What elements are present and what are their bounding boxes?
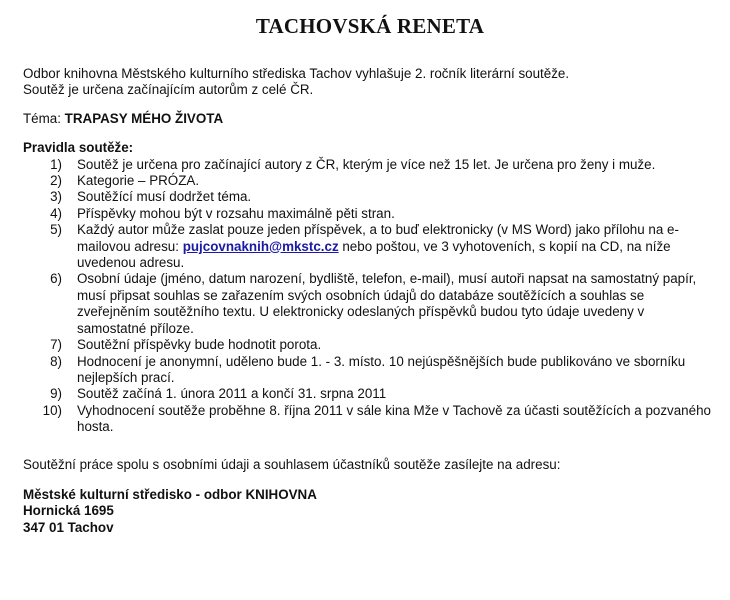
intro-line-2: Soutěž je určena začínajícím autorům z celé ČR. (23, 82, 314, 98)
rule-item (23, 222, 713, 271)
rule-number: 4) (50, 205, 62, 221)
rule-item (23, 337, 713, 353)
theme-value: TRAPASY MÉHO ŽIVOTA (64, 110, 224, 126)
rule-number: 5) (50, 222, 62, 238)
rule-text: Hodnocení je anonymní, uděleno bude 1. - 3. místo. 10 nejúspěšnějších bude publikováno ve sborníku nejlepších prací. (77, 353, 686, 385)
rule-text-before-email: Každý autor může zaslat pouze jeden příspěvek, a to buď elektronicky (v MS Word) jako přílohu na e-mailovou adresu: (77, 222, 679, 254)
rule-number: 7) (50, 337, 62, 353)
rule-text: Soutěž je určena pro začínající autory z ČR, kterým je více než 15 let. Je určena pro ženy i muže. (77, 156, 656, 172)
rule-item (23, 403, 713, 436)
rule-text: Příspěvky mohou být v rozsahu maximálně pěti stran. (77, 205, 395, 221)
rule-text: Osobní údaje (jméno, datum narození, bydliště, telefon, e-mail), musí autoři napsat na samostatný papír, musí připsat souhlas se zařazením svých osobních údajů do databáze soutěžících a souhlas se zveřejněním soutěžního textu. U elektronicky odeslaných příspěvků budou tyto údaje uvedeny v samostatné příloze. (77, 271, 697, 336)
document-title: TACHOVSKÁ RENETA (255, 14, 485, 38)
rule-number: 8) (50, 353, 62, 369)
document-body (23, 66, 723, 536)
rule-item (23, 206, 713, 222)
rule-number: 9) (50, 386, 62, 402)
email-link[interactable]: pujcovnaknih@mkstc.cz (182, 238, 339, 254)
rule-text: Vyhodnocení soutěže proběhne 8. října 2011 v sále kina Mže v Tachově za účasti soutěžících a pozvaného hosta. (77, 402, 711, 435)
rule-number: 6) (50, 271, 62, 287)
rule-item (23, 271, 713, 337)
rule-text: Soutěž začíná 1. února 2011 a končí 31. srpna 2011 (77, 386, 387, 402)
rule-text: Kategorie – PRÓZA. (77, 173, 200, 189)
rules-heading: Pravidla soutěže: (23, 140, 134, 156)
intro-line-1: Odbor knihovna Městského kulturního střediska Tachov vyhlašuje 2. ročník literární soutěže. (23, 66, 570, 81)
address-line-2: Hornická 1695 (23, 503, 114, 519)
rule-number: 10) (42, 402, 62, 418)
rule-text: Soutěžící musí dodržet téma. (77, 189, 252, 205)
rules-list (23, 157, 723, 436)
rule-item (23, 354, 713, 387)
rule-text-after-email: nebo poštou, ve 3 vyhotoveních, s kopií na CD, na níže uvedenou adresu. (77, 238, 671, 271)
theme-line (23, 111, 723, 127)
rule-item (23, 189, 713, 205)
rule-number: 3) (50, 189, 62, 205)
rule-number: 1) (50, 156, 62, 172)
rule-number: 2) (50, 173, 62, 189)
address-line-3: 347 01 Tachov (23, 519, 114, 535)
address-line-1: Městské kulturní středisko - odbor KNIHOVNA (23, 486, 317, 502)
rule-item (23, 157, 713, 173)
rule-item (23, 386, 713, 402)
rule-text: Soutěžní příspěvky bude hodnotit porota. (77, 337, 322, 353)
closing-text: Soutěžní práce spolu s osobními údaji a souhlasem účastníků soutěže zasílejte na adresu: (23, 456, 561, 472)
theme-label: Téma: (23, 110, 65, 126)
rule-item (23, 173, 713, 189)
